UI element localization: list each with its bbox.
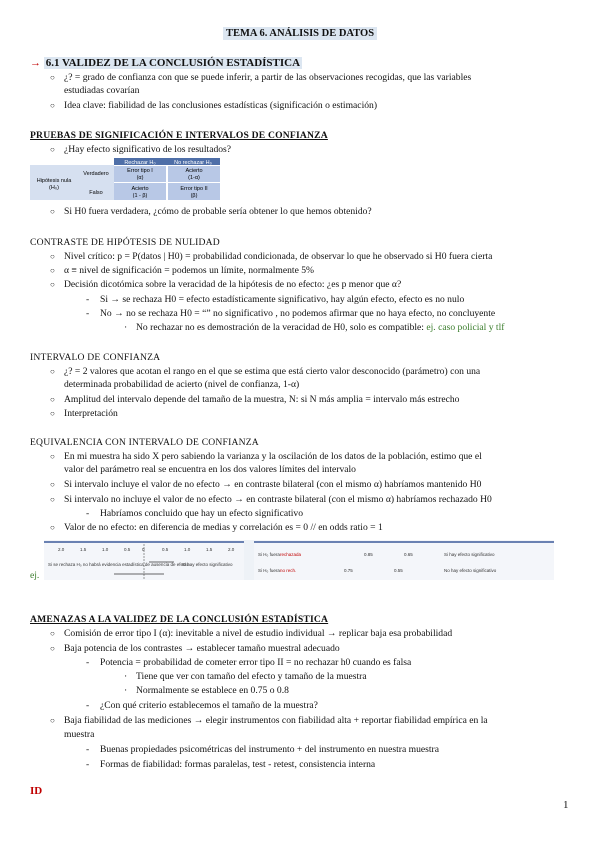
page-number: 1 [563,799,569,811]
list-item: ○ Si H0 fuera verdadera, ¿cómo de probable sería obtener lo que hemos obtenido? [64,206,372,219]
figure-row-label: Si H₀ fuera [258,552,280,557]
sub-item: - ¿Con qué criterio establecemos el tamaño de la muestra? [100,700,318,713]
example-note: ej. caso policial y tlf [426,322,505,333]
tick-label: 1.0 [184,547,191,552]
figure-row-value: 0.85 [364,552,373,557]
tick-label: 0 [142,547,145,552]
example-label: ej. [30,570,40,581]
table-cell: (α) [136,175,144,181]
list-item: ○ Baja fiabilidad de las mediciones → elegir instrumentos con fiabilidad alta + reportar fiabilidad empírica en la [64,715,488,728]
table-cell: Acierto [185,168,203,174]
section-heading-pruebas: PRUEBAS DE SIGNIFICACIÓN E INTERVALOS DE CONFIANZA [30,130,328,141]
sub-item: - Buenas propiedades psicométricas del instrumento + del instrumento en nuestra muestra [100,744,439,757]
section-heading-amenazas: AMENAZAS A LA VALIDEZ DE LA CONCLUSIÓN ESTADÍSTICA [30,614,329,625]
figure-row-label: Si H₀ fuera [258,568,280,573]
tick-label: 1.0 [102,547,109,552]
figure-row-label: no rech. [280,568,297,573]
list-item: ○ En mi muestra ha sido X pero sabiendo la varianza y la oscilación de los datos de la población, estimo que el [64,451,482,464]
table-row-group-2: (H₀) [49,185,59,191]
figure-row-note: No hay efecto significativo [444,568,497,573]
list-item: ○ Baja potencia de los contrastes → establecer tamaño muestral adecuado [64,643,340,656]
section-heading-intervalo: INTERVALO DE CONFIANZA [30,352,161,363]
sub-item: - Potencia = probabilidad de cometer error tipo II = no rechazar h0 cuando es falsa [100,657,411,670]
table-cell: Acierto [131,186,149,192]
list-item-continuation: determinada probabilidad de acierto (nivel de confianza, 1-α) [64,379,300,390]
table-cell: (1 - β) [132,193,148,199]
list-item-continuation: estudiadas covarían [64,85,140,96]
error-types-table [30,158,220,200]
sub-sub-item: · No rechazar no es demostración de la veracidad de H0, solo es compatible: ej. caso policial y tlf [136,322,504,335]
sub-item: - No → no se rechaza H0 = “” no significativo , no podemos afirmar que no haya efecto, no concluyente [100,308,495,321]
list-item: ○ Comisión de error tipo I (α): inevitable a nivel de estudio individual → replicar baja esa probabilidad [64,628,452,641]
sub-item: - Habríamos concluido que hay un efecto significativo [100,508,303,521]
figure-row-value: 0.75 [344,568,353,573]
tick-label: 1.5 [206,547,213,552]
figure-row-value: 0.65 [404,552,413,557]
list-item: ○ Decisión dicotómica sobre la veracidad de la hipótesis de no efecto: ¿es p menor que α? [64,279,401,292]
figure-note: Si hay efecto significativo [182,562,233,567]
list-item-continuation: valor del parámetro real se encuentra en los dos valores límites del intervalo [64,464,356,475]
list-item: ○ Nivel crítico: p = P(datos | H0) = probabilidad condicionada, de observar lo que he observado si H0 fuera cierta [64,251,492,264]
table-cell: Error tipo I [127,168,153,174]
table-cell: (1-α) [188,175,200,181]
list-item: ○ α ≡ nivel de significación = podemos un límite, normalmente 5% [64,265,314,278]
table-row-true: Verdadero [83,171,109,177]
list-item: ○ Valor de no efecto: en diferencia de medias y correlación es = 0 // en odds ratio = 1 [64,522,383,535]
list-item: ○ Amplitud del intervalo depende del tamaño de la muestra, N: si N más amplia = intervalo más estrecho [64,394,459,407]
section-heading-equivalencia: EQUIVALENCIA CON INTERVALO DE CONFIANZA [30,437,259,448]
sub-sub-item: · Normalmente se establece en 0.75 o 0.8 [136,685,289,698]
table-cell: Error tipo II [180,186,208,192]
table-row-false: Falso [89,190,103,196]
section-heading-contraste: CONTRASTE DE HIPÓTESIS DE NULIDAD [30,237,220,248]
section-heading: → 6.1 VALIDEZ DE LA CONCLUSIÓN ESTADÍSTICA [30,57,301,69]
figure-row-label: rechazada [280,552,302,557]
list-item: ○ Idea clave: fiabilidad de las conclusiones estadísticas (significación o estimación) [64,100,377,113]
tick-label: 2.0 [58,547,65,552]
sub-sub-item: · Tiene que ver con tamaño del efecto y tamaño de la muestra [136,671,367,684]
figure-row-note: Si hay efecto significativo [444,552,495,557]
list-item: ○ Si intervalo incluye el valor de no efecto → en contraste bilateral (con el mismo α) habríamos mantenido H0 [64,479,481,492]
sub-item: - Formas de fiabilidad: formas paralelas, test - retest, consistencia interna [100,759,375,772]
list-item: ○ ¿Hay efecto significativo de los resultados? [64,144,231,157]
figure-note: Si se rechaza H₀ no habrá evidencia estadística de ausencia de efecto [48,562,189,567]
list-item-continuation: muestra [64,729,95,740]
tick-label: 0.5 [124,547,131,552]
sub-item: - Si → se rechaza H0 = efecto estadísticamente significativo, hay algún efecto, efecto es no nulo [100,294,464,307]
tick-label: 0.5 [162,547,169,552]
id-label: ID [30,785,43,797]
tick-label: 1.5 [80,547,87,552]
figure-row-value: 0.55 [394,568,403,573]
list-item: ○ Si intervalo no incluye el valor de no efecto → en contraste bilateral (con el mismo α) habríamos rechazado H0 [64,494,492,507]
table-cell: (β) [190,193,198,199]
table-header-reject: Rechazar H₀ [124,160,156,166]
tick-label: 2.0 [228,547,235,552]
page-title: TEMA 6. ANÁLISIS DE DATOS [0,27,600,41]
table-row-group: Hipótesis nula [36,178,72,184]
table-header-no-reject: No rechazar H₀ [174,160,212,166]
list-item: ○ ¿? = grado de confianza con que se puede inferir, a partir de las observaciones recogidas, que las variables [64,72,471,85]
confidence-interval-figure [44,540,554,580]
list-item: ○ Interpretación [64,408,118,421]
list-item: ○ ¿? = 2 valores que acotan el rango en el que se estima que está cierto valor desconocido (parámetro) con una [64,366,480,379]
